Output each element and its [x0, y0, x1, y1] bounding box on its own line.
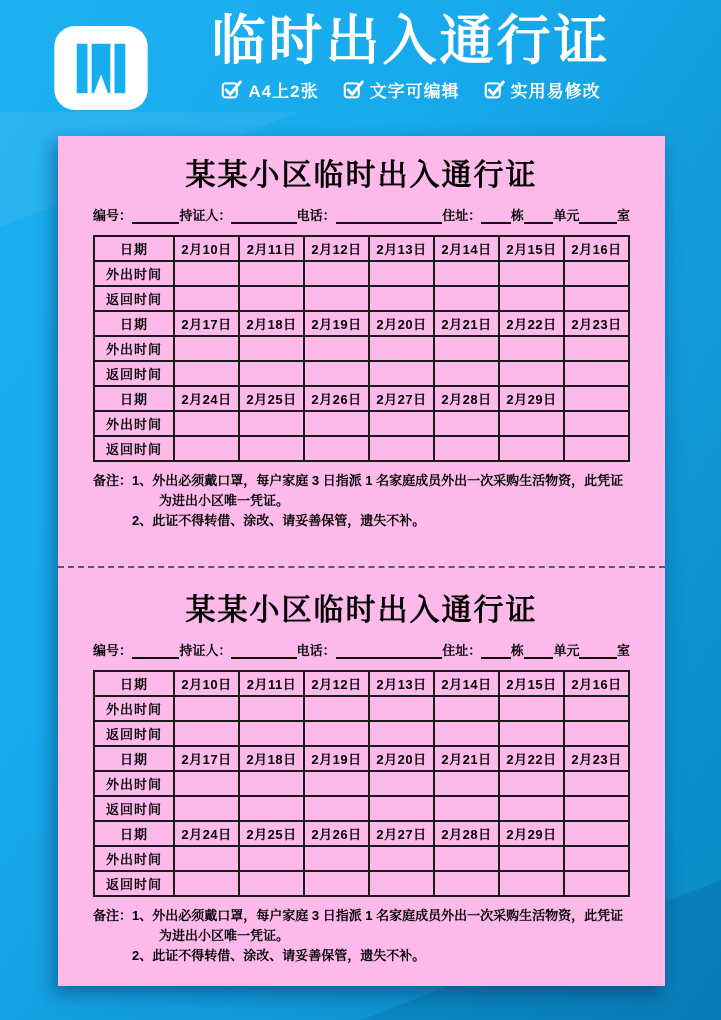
- table-row: [94, 671, 629, 696]
- note-item: 2、此证不得转借、涂改、请妥善保管，遗失不补。: [132, 948, 426, 964]
- table-cell: 2月22日: [499, 311, 564, 336]
- table-cell: [369, 796, 434, 821]
- table-cell: 2月28日: [434, 821, 499, 846]
- pass-notes: [93, 471, 630, 531]
- table-row: [94, 771, 629, 796]
- pass-table: [93, 670, 630, 897]
- table-cell: [564, 696, 629, 721]
- table-row: [94, 386, 629, 411]
- table-cell: [174, 796, 239, 821]
- table-cell: [434, 411, 499, 436]
- table-cell: 2月12日: [304, 671, 369, 696]
- pass-info-line: [93, 644, 630, 659]
- row-label-cell: 日期: [94, 311, 174, 336]
- table-cell: [239, 336, 304, 361]
- table-cell: [434, 436, 499, 461]
- table-cell: [434, 846, 499, 871]
- table-row: [94, 796, 629, 821]
- pass-sheet: [58, 136, 665, 986]
- table-cell: 2月11日: [239, 236, 304, 261]
- info-field-label: 栋: [510, 643, 524, 658]
- table-cell: 2月13日: [369, 671, 434, 696]
- table-row: [94, 336, 629, 361]
- row-label-cell: 外出时间: [94, 696, 174, 721]
- table-cell: [304, 696, 369, 721]
- table-cell: [369, 721, 434, 746]
- table-cell: [369, 696, 434, 721]
- table-cell: [239, 361, 304, 386]
- table-cell: [174, 436, 239, 461]
- row-label-cell: 返回时间: [94, 871, 174, 896]
- checkbox-check-icon: [484, 79, 505, 100]
- checkbox-check-icon: [221, 79, 242, 100]
- table-cell: [564, 411, 629, 436]
- table-cell: 2月21日: [434, 311, 499, 336]
- table-cell: [239, 796, 304, 821]
- row-label-cell: 日期: [94, 671, 174, 696]
- row-label-cell: 返回时间: [94, 361, 174, 386]
- feature-label: 实用易修改: [510, 81, 601, 101]
- info-field-label: 单元: [553, 208, 580, 223]
- table-cell: [239, 436, 304, 461]
- table-cell: 2月14日: [434, 671, 499, 696]
- table-cell: [499, 336, 564, 361]
- table-cell: [564, 796, 629, 821]
- table-cell: [304, 771, 369, 796]
- table-cell: [239, 846, 304, 871]
- feature-label: 文字可编辑: [369, 81, 460, 101]
- table-cell: [564, 821, 629, 846]
- info-blank-line: [579, 210, 617, 224]
- table-cell: [499, 361, 564, 386]
- row-label-cell: 日期: [94, 746, 174, 771]
- table-cell: [239, 411, 304, 436]
- table-cell: [564, 336, 629, 361]
- table-cell: [369, 336, 434, 361]
- table-cell: 2月18日: [239, 311, 304, 336]
- row-label-cell: 外出时间: [94, 336, 174, 361]
- notes-items: [132, 906, 630, 966]
- notes-items: [132, 471, 630, 531]
- table-cell: [499, 286, 564, 311]
- info-blank-line: [132, 210, 179, 224]
- table-cell: [499, 411, 564, 436]
- info-blank-line: [336, 645, 443, 659]
- table-row: [94, 696, 629, 721]
- feature-editable: [343, 77, 460, 102]
- note-item: 1、外出必须戴口罩，每户家庭 3 日指派 1 名家庭成员外出一次采购生活物资，此凭证为进出小区唯一凭证。: [132, 907, 624, 944]
- row-label-cell: 返回时间: [94, 286, 174, 311]
- info-field-label: 室: [616, 208, 630, 223]
- table-cell: [239, 261, 304, 286]
- table-cell: [369, 436, 434, 461]
- table-cell: [434, 871, 499, 896]
- feature-practical: [484, 77, 601, 102]
- table-cell: 2月23日: [564, 311, 629, 336]
- table-cell: 2月19日: [304, 311, 369, 336]
- notes-label: 备注：: [93, 472, 133, 488]
- table-cell: 2月10日: [174, 236, 239, 261]
- table-cell: [564, 261, 629, 286]
- table-cell: 2月23日: [564, 746, 629, 771]
- table-cell: [304, 721, 369, 746]
- table-cell: [369, 771, 434, 796]
- table-cell: [304, 336, 369, 361]
- table-cell: [369, 846, 434, 871]
- table-cell: [434, 696, 499, 721]
- table-cell: [174, 361, 239, 386]
- pass-table: [93, 235, 630, 462]
- table-cell: [499, 796, 564, 821]
- table-cell: [564, 286, 629, 311]
- table-cell: [564, 361, 629, 386]
- info-field-label: 住址：: [442, 208, 482, 223]
- info-field-label: 单元: [553, 643, 580, 658]
- table-cell: [174, 411, 239, 436]
- info-field-label: 编号：: [93, 643, 133, 658]
- table-cell: 2月15日: [499, 671, 564, 696]
- table-cell: 2月12日: [304, 236, 369, 261]
- table-cell: 2月26日: [304, 821, 369, 846]
- info-blank-line: [481, 645, 511, 659]
- table-cell: 2月27日: [369, 386, 434, 411]
- table-row: [94, 311, 629, 336]
- table-cell: [174, 336, 239, 361]
- table-cell: [304, 846, 369, 871]
- table-cell: [434, 721, 499, 746]
- table-cell: [369, 286, 434, 311]
- table-cell: [499, 771, 564, 796]
- table-cell: [174, 846, 239, 871]
- table-row: [94, 846, 629, 871]
- table-cell: [239, 286, 304, 311]
- table-cell: 2月28日: [434, 386, 499, 411]
- feature-label: A4上2张: [248, 81, 319, 101]
- table-cell: 2月20日: [369, 746, 434, 771]
- poster-title: 临时出入通行证: [211, 11, 611, 71]
- table-row: [94, 286, 629, 311]
- table-cell: [304, 436, 369, 461]
- table-row: [94, 411, 629, 436]
- info-blank-line: [231, 210, 296, 224]
- table-cell: 2月25日: [239, 386, 304, 411]
- table-row: [94, 721, 629, 746]
- table-cell: 2月29日: [499, 821, 564, 846]
- note-item: 2、此证不得转借、涂改、请妥善保管，遗失不补。: [132, 513, 426, 529]
- table-cell: [174, 286, 239, 311]
- table-cell: 2月24日: [174, 821, 239, 846]
- table-cell: [499, 846, 564, 871]
- table-row: [94, 261, 629, 286]
- table-cell: [564, 846, 629, 871]
- info-field-label: 电话：: [296, 643, 336, 658]
- info-blank-line: [579, 645, 617, 659]
- table-cell: 2月18日: [239, 746, 304, 771]
- table-cell: [434, 361, 499, 386]
- table-cell: 2月25日: [239, 821, 304, 846]
- info-blank-line: [481, 210, 511, 224]
- table-cell: [304, 361, 369, 386]
- table-cell: [499, 436, 564, 461]
- pass-notes: [93, 906, 630, 966]
- table-cell: [304, 796, 369, 821]
- feature-a4: [221, 77, 318, 102]
- table-cell: 2月19日: [304, 746, 369, 771]
- pass-table-body: [94, 671, 629, 896]
- table-cell: 2月20日: [369, 311, 434, 336]
- table-row: [94, 236, 629, 261]
- table-cell: [304, 411, 369, 436]
- table-row: [94, 436, 629, 461]
- header-banner: [0, 0, 721, 136]
- table-cell: 2月16日: [564, 236, 629, 261]
- table-cell: [499, 261, 564, 286]
- table-cell: [369, 411, 434, 436]
- table-cell: [304, 286, 369, 311]
- table-cell: [304, 261, 369, 286]
- table-cell: 2月22日: [499, 746, 564, 771]
- table-cell: [564, 386, 629, 411]
- row-label-cell: 返回时间: [94, 721, 174, 746]
- table-cell: [499, 696, 564, 721]
- table-cell: 2月21日: [434, 746, 499, 771]
- table-cell: [434, 336, 499, 361]
- table-cell: [434, 261, 499, 286]
- info-blank-line: [231, 645, 296, 659]
- table-cell: [434, 796, 499, 821]
- row-label-cell: 外出时间: [94, 261, 174, 286]
- info-field-label: 编号：: [93, 208, 133, 223]
- table-cell: 2月29日: [499, 386, 564, 411]
- pass-table-body: [94, 236, 629, 461]
- info-field-label: 持证人：: [179, 643, 232, 658]
- table-cell: [564, 871, 629, 896]
- table-cell: [239, 696, 304, 721]
- row-label-cell: 外出时间: [94, 411, 174, 436]
- table-cell: [174, 771, 239, 796]
- info-field-label: 持证人：: [179, 208, 232, 223]
- table-cell: 2月24日: [174, 386, 239, 411]
- table-cell: 2月15日: [499, 236, 564, 261]
- table-row: [94, 821, 629, 846]
- table-row: [94, 871, 629, 896]
- row-label-cell: 日期: [94, 236, 174, 261]
- header-text-block: [168, 10, 654, 102]
- table-cell: 2月16日: [564, 671, 629, 696]
- table-cell: 2月17日: [174, 746, 239, 771]
- table-cell: [564, 436, 629, 461]
- table-cell: [564, 771, 629, 796]
- info-blank-line: [524, 210, 554, 224]
- table-cell: [239, 721, 304, 746]
- table-cell: [434, 286, 499, 311]
- table-cell: 2月27日: [369, 821, 434, 846]
- table-row: [94, 746, 629, 771]
- table-row: [94, 361, 629, 386]
- row-label-cell: 外出时间: [94, 846, 174, 871]
- pass-title: 某某小区临时出入通行证: [185, 159, 538, 192]
- table-cell: 2月11日: [239, 671, 304, 696]
- info-field-label: 栋: [510, 208, 524, 223]
- table-cell: [174, 721, 239, 746]
- pass-card-bottom: [58, 568, 665, 986]
- info-blank-line: [132, 645, 179, 659]
- checkbox-check-icon: [343, 79, 364, 100]
- table-cell: [499, 721, 564, 746]
- feature-list: [168, 77, 654, 102]
- table-cell: [304, 871, 369, 896]
- table-cell: [239, 771, 304, 796]
- info-field-label: 住址：: [442, 643, 482, 658]
- table-cell: 2月14日: [434, 236, 499, 261]
- row-label-cell: 返回时间: [94, 436, 174, 461]
- table-cell: 2月10日: [174, 671, 239, 696]
- pass-card-top: [58, 136, 665, 566]
- table-cell: [239, 871, 304, 896]
- info-blank-line: [524, 645, 554, 659]
- table-cell: [174, 871, 239, 896]
- table-cell: [369, 261, 434, 286]
- row-label-cell: 外出时间: [94, 771, 174, 796]
- note-item: 1、外出必须戴口罩，每户家庭 3 日指派 1 名家庭成员外出一次采购生活物资，此凭证为进出小区唯一凭证。: [132, 472, 624, 509]
- row-label-cell: 返回时间: [94, 796, 174, 821]
- table-cell: [174, 261, 239, 286]
- brand-logo: [54, 26, 148, 110]
- table-cell: [369, 871, 434, 896]
- info-field-label: 电话：: [296, 208, 336, 223]
- info-field-label: 室: [616, 643, 630, 658]
- table-cell: 2月13日: [369, 236, 434, 261]
- pass-title: 某某小区临时出入通行证: [185, 594, 538, 627]
- notes-label: 备注：: [93, 907, 133, 923]
- table-cell: [369, 361, 434, 386]
- row-label-cell: 日期: [94, 821, 174, 846]
- table-cell: [499, 871, 564, 896]
- pass-info-line: [93, 209, 630, 224]
- table-cell: [174, 696, 239, 721]
- table-cell: [434, 771, 499, 796]
- row-label-cell: 日期: [94, 386, 174, 411]
- w-bookmark-icon: [54, 26, 148, 110]
- info-blank-line: [336, 210, 443, 224]
- table-cell: [564, 721, 629, 746]
- table-cell: 2月26日: [304, 386, 369, 411]
- table-cell: 2月17日: [174, 311, 239, 336]
